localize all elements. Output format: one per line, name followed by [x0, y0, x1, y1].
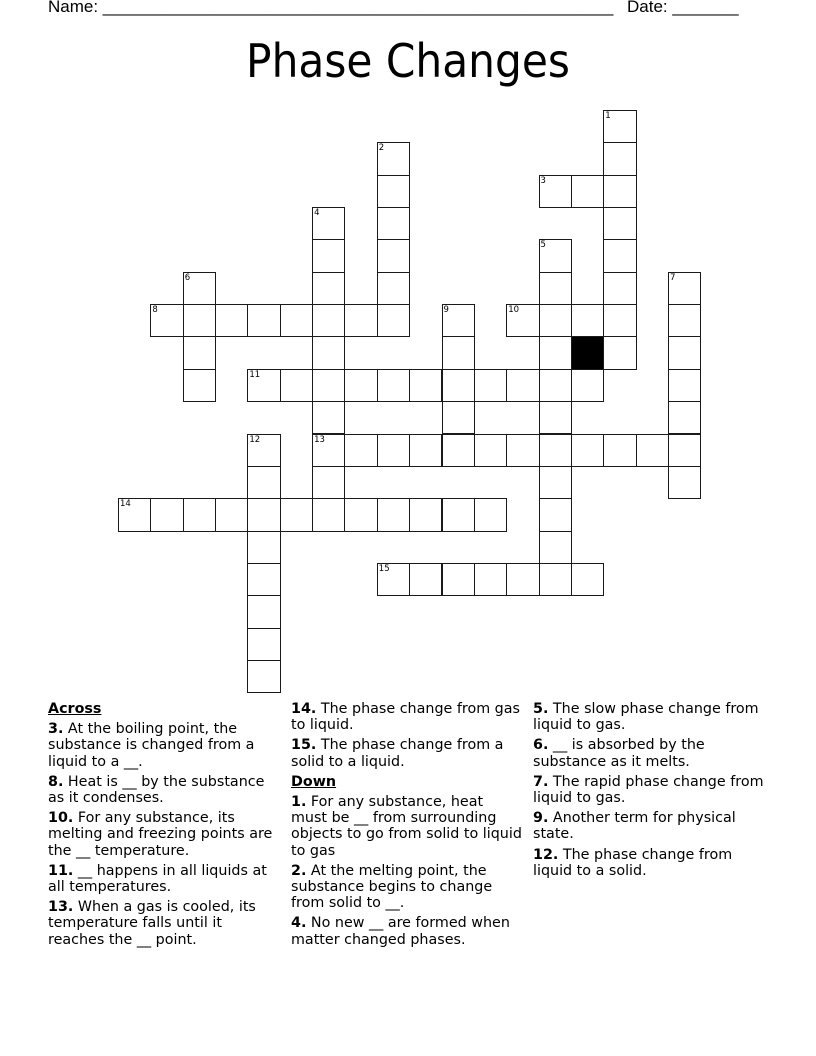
grid-cell[interactable] — [506, 369, 539, 402]
grid-cell[interactable] — [571, 434, 604, 467]
clue-column-1 — [48, 701, 280, 952]
grid-cell[interactable] — [312, 434, 345, 467]
grid-cell[interactable] — [377, 175, 410, 208]
across-clue-13: 13. When a gas is cooled, its temperature falls until it reaches the __ point. — [48, 899, 256, 948]
down-heading: Down — [291, 773, 337, 790]
grid-cell[interactable] — [183, 336, 216, 369]
grid-cell[interactable] — [247, 660, 280, 693]
grid-cell[interactable] — [377, 434, 410, 467]
grid-cell[interactable] — [603, 207, 636, 240]
grid-cell[interactable] — [247, 595, 280, 628]
grid-cell[interactable] — [247, 466, 280, 499]
grid-cell[interactable] — [280, 304, 313, 337]
date-field[interactable]: Date: _______ — [627, 0, 739, 16]
grid-cell[interactable] — [474, 563, 507, 596]
grid-cell[interactable] — [183, 369, 216, 402]
grid-cell[interactable] — [442, 563, 475, 596]
grid-cell[interactable] — [377, 304, 410, 337]
grid-cell[interactable] — [539, 175, 572, 208]
grid-cell[interactable] — [474, 369, 507, 402]
grid-cell[interactable] — [312, 239, 345, 272]
grid-cell[interactable] — [280, 369, 313, 402]
grid-cell[interactable] — [668, 272, 701, 305]
grid-cell[interactable] — [539, 401, 572, 434]
grid-cell[interactable] — [539, 369, 572, 402]
across-clue-3: 3. At the boiling point, the substance is changed from a liquid to a __. — [48, 721, 255, 770]
clue-column-2 — [291, 701, 523, 952]
puzzle-title: Phase Changes — [246, 34, 570, 88]
grid-cell[interactable] — [150, 498, 183, 531]
grid-cell[interactable] — [377, 239, 410, 272]
grid-cell[interactable] — [344, 434, 377, 467]
grid-cell[interactable] — [312, 336, 345, 369]
grid-cell[interactable] — [150, 304, 183, 337]
grid-cell[interactable] — [474, 434, 507, 467]
grid-cell[interactable] — [603, 175, 636, 208]
grid-cell[interactable] — [442, 336, 475, 369]
grid-cell[interactable] — [442, 498, 475, 531]
grid-cell[interactable] — [506, 563, 539, 596]
grid-cell[interactable] — [215, 498, 248, 531]
grid-cell[interactable] — [183, 304, 216, 337]
grid-cell[interactable] — [280, 498, 313, 531]
grid-cell[interactable] — [668, 304, 701, 337]
grid-cell[interactable] — [377, 369, 410, 402]
grid-cell[interactable] — [636, 434, 669, 467]
clue-number: 6 — [184, 272, 191, 283]
grid-cell[interactable] — [215, 304, 248, 337]
grid-cell[interactable] — [603, 272, 636, 305]
across-clue-15: 15. The phase change from a solid to a liquid. — [291, 737, 504, 770]
grid-cell[interactable] — [603, 110, 636, 143]
grid-cell[interactable] — [603, 304, 636, 337]
grid-cell[interactable] — [668, 369, 701, 402]
clue-number: 15 — [378, 563, 390, 574]
across-heading: Across — [48, 701, 102, 717]
grid-cell[interactable] — [442, 401, 475, 434]
grid-cell[interactable] — [603, 239, 636, 272]
across-clue-11: 11. __ happens in all liquids at all temperatures. — [48, 862, 267, 896]
grid-cell[interactable] — [183, 498, 216, 531]
clue-number: 3 — [540, 175, 546, 186]
clue-number: 1 — [605, 111, 611, 121]
across-clue-10: 10. For any substance, its melting and freezing points are the __ temperature. — [48, 810, 273, 859]
grid-cell[interactable] — [118, 498, 151, 531]
grid-cell[interactable] — [409, 369, 442, 402]
grid-cell[interactable] — [603, 336, 636, 369]
grid-cell[interactable] — [442, 434, 475, 467]
down-clue-4: 4. No new __ are formed when matter changed phases. — [291, 915, 510, 948]
grid-cell[interactable] — [377, 498, 410, 531]
grid-cell[interactable] — [539, 563, 572, 596]
grid-cell[interactable] — [571, 304, 604, 337]
clue-number: 8 — [152, 305, 158, 316]
across-clue-14: 14. The phase change from gas to liquid. — [291, 701, 520, 734]
grid-cell[interactable] — [247, 304, 280, 337]
across-clue-8: 8. Heat is __ by the substance as it condenses. — [48, 773, 265, 807]
grid-cell[interactable] — [409, 434, 442, 467]
grid-cell[interactable] — [377, 142, 410, 175]
grid-cell[interactable] — [668, 401, 701, 434]
grid-cell[interactable] — [603, 434, 636, 467]
grid-cell[interactable] — [344, 304, 377, 337]
grid-cell[interactable] — [539, 272, 572, 305]
grid-cell[interactable] — [312, 401, 345, 434]
grid-cell[interactable] — [312, 466, 345, 499]
grid-cell[interactable] — [571, 563, 604, 596]
clue-number: 2 — [378, 143, 385, 154]
clue-number: 14 — [120, 499, 131, 510]
grid-cell[interactable] — [183, 272, 216, 305]
grid-cell[interactable] — [247, 531, 280, 564]
clue-number: 4 — [314, 208, 320, 219]
grid-cell[interactable] — [506, 304, 539, 337]
grid-cell[interactable] — [312, 304, 345, 337]
down-clue-12: 12. The phase change from liquid to a solid. — [533, 846, 733, 879]
grid-cell[interactable] — [539, 239, 572, 272]
grid-cell[interactable] — [539, 304, 572, 337]
grid-cell[interactable] — [409, 498, 442, 531]
grid-cell[interactable] — [409, 563, 442, 596]
grid-cell[interactable] — [571, 369, 604, 402]
grid-cell[interactable] — [247, 369, 280, 402]
grid-cell[interactable] — [442, 304, 475, 337]
clue-number: 12 — [249, 434, 261, 445]
clue-number: 7 — [669, 272, 676, 283]
grid-cell[interactable] — [603, 142, 636, 175]
grid-cell[interactable] — [377, 207, 410, 240]
grid-cell[interactable] — [247, 434, 280, 467]
clue-number: 13 — [314, 434, 325, 445]
grid-cell[interactable] — [344, 369, 377, 402]
black-cell — [571, 336, 604, 369]
grid-cell[interactable] — [474, 498, 507, 531]
grid-cell[interactable] — [312, 498, 345, 531]
grid-cell[interactable] — [668, 434, 701, 467]
down-clue-2: 2. At the melting point, the substance begins to change from solid to __. — [291, 862, 493, 912]
grid-cell[interactable] — [344, 498, 377, 531]
grid-cell[interactable] — [377, 563, 410, 596]
name-field[interactable]: Name: ______________________________________________________ — [48, 0, 614, 16]
grid-cell[interactable] — [442, 369, 475, 402]
grid-cell[interactable] — [571, 175, 604, 208]
down-clue-9: 9. Another term for physical state. — [533, 810, 736, 843]
grid-cell[interactable] — [539, 336, 572, 369]
grid-cell[interactable] — [539, 531, 572, 564]
grid-cell[interactable] — [539, 498, 572, 531]
grid-cell[interactable] — [539, 466, 572, 499]
grid-cell[interactable] — [506, 434, 539, 467]
clue-column-3 — [533, 701, 773, 883]
grid-cell[interactable] — [247, 563, 280, 596]
down-clue-6: 6. __ is absorbed by the substance as it melts. — [533, 737, 705, 770]
grid-cell[interactable] — [247, 498, 280, 531]
clue-number: 11 — [249, 369, 261, 380]
grid-cell[interactable] — [312, 369, 345, 402]
clue-number: 10 — [508, 305, 520, 316]
grid-cell[interactable] — [668, 336, 701, 369]
down-clue-1: 1. For any substance, heat must be __ from surrounding objects to go from solid to liquid to gas — [291, 794, 522, 859]
grid-cell[interactable] — [312, 207, 345, 240]
grid-cell[interactable] — [312, 272, 345, 305]
clue-number: 9 — [443, 305, 449, 316]
grid-cell[interactable] — [539, 434, 572, 467]
down-clue-7: 7. The rapid phase change from liquid to gas. — [533, 773, 764, 807]
grid-cell[interactable] — [247, 628, 280, 661]
grid-cell[interactable] — [668, 466, 701, 499]
grid-cell[interactable] — [377, 272, 410, 305]
down-clue-5: 5. The slow phase change from liquid to gas. — [533, 701, 759, 734]
clue-number: 5 — [540, 240, 546, 251]
